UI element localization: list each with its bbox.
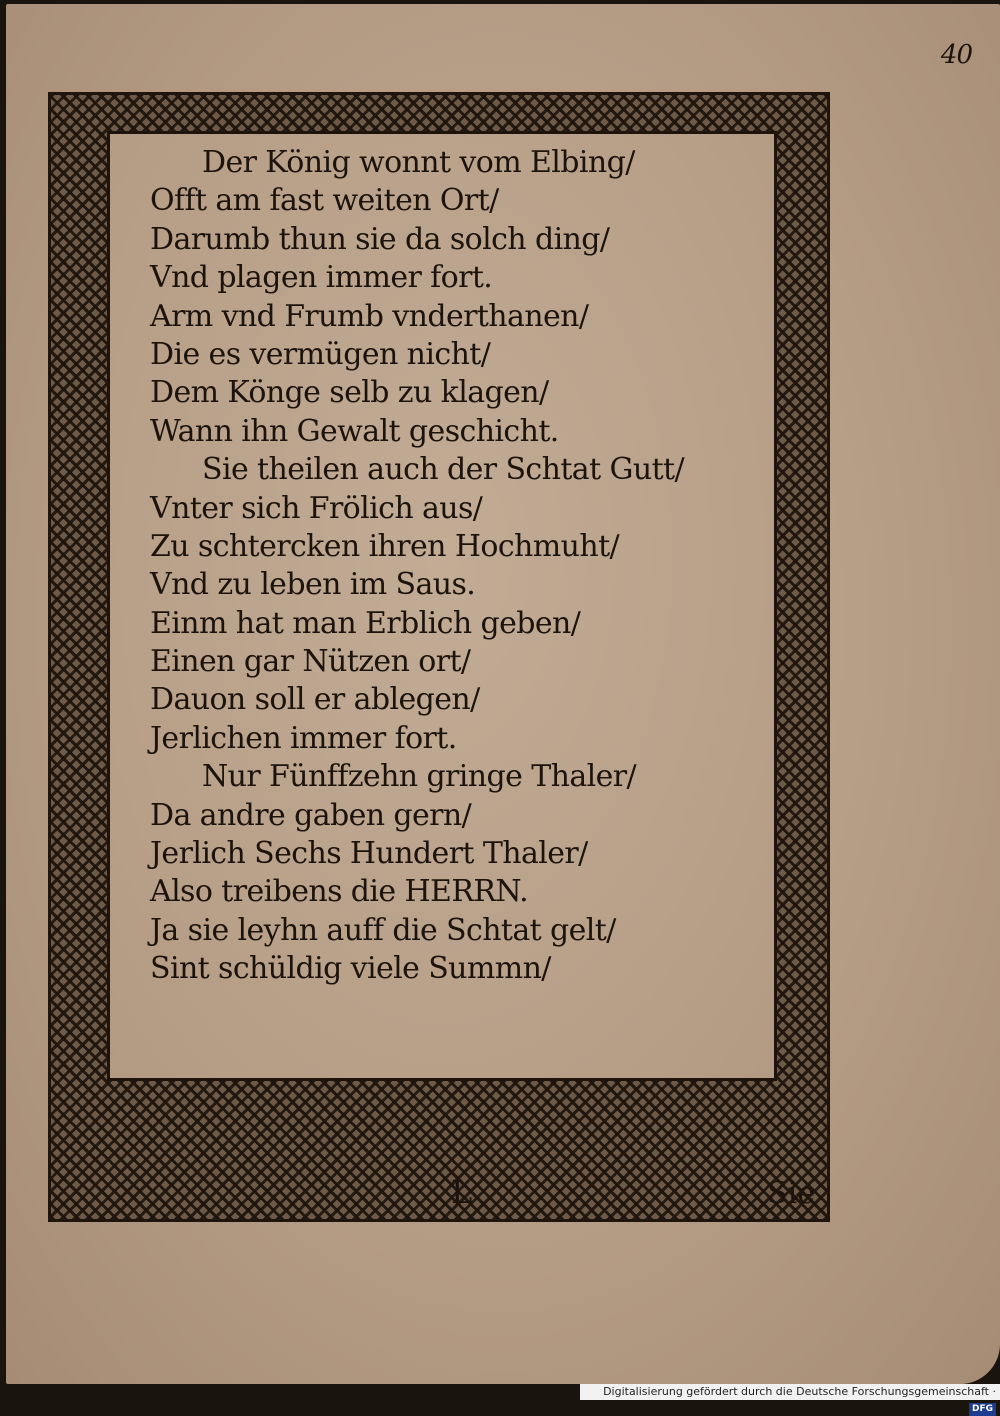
verse-line: Dauon soll er ablegen/ [150,682,480,718]
verse-line: Nur Fünffzehn gringe Thaler/ [202,759,637,795]
page-number: 40 [940,40,972,70]
verse-line: Arm vnd Frumb vnderthanen/ [150,298,589,334]
verse-line: Ja sie leyhn auff die Schtat gelt/ [150,912,616,948]
dfg-logo: DFG [969,1403,996,1416]
verse-line: Jerlichen immer fort. [150,720,457,756]
verse-line: Vnd zu leben im Saus. [150,567,476,603]
verse-line: Der König wonnt vom Elbing/ [202,145,635,180]
verse-line: Zu schtercken ihren Hochmuht/ [150,528,620,564]
verse-line: Wann ihn Gewalt geschicht. [150,413,559,449]
verse-line: Da andre gaben gern/ [150,797,472,833]
verse-line: Die es vermügen nicht/ [150,336,491,372]
verse-line: Darumb thun sie da solch ding/ [150,221,610,257]
verse-line: Vnd plagen immer fort. [150,260,493,296]
verse-line: Sint schüldig viele Summn/ [150,951,551,987]
verse-line: Einen gar Nützen ort/ [150,644,471,680]
verse-line: Offt am fast weiten Ort/ [150,183,499,219]
ornamental-border [48,92,830,1222]
text-area [107,131,777,1081]
footer-text: Digitalisierung gefördert durch die Deutsche Forschungsgemeinschaft [603,1385,989,1398]
signature-mark: L [451,1173,473,1211]
verse-line: Einm hat man Erblich geben/ [150,605,581,641]
catchword: Sie [767,1176,815,1211]
verse-line: Vnter sich Frölich aus/ [150,490,483,526]
verse-line: Also treibens die HERRN. [150,874,529,910]
digitization-footer: Digitalisierung gefördert durch die Deutsche Forschungsgemeinschaft · DFG [580,1384,1000,1400]
verse-line: Sie theilen auch der Schtat Gutt/ [202,452,684,488]
verse-line: Jerlich Sechs Hundert Thaler/ [150,836,588,872]
book-page [6,4,1000,1384]
verse-line: Dem Könge selb zu klagen/ [150,375,549,411]
verse-lines [150,144,684,989]
